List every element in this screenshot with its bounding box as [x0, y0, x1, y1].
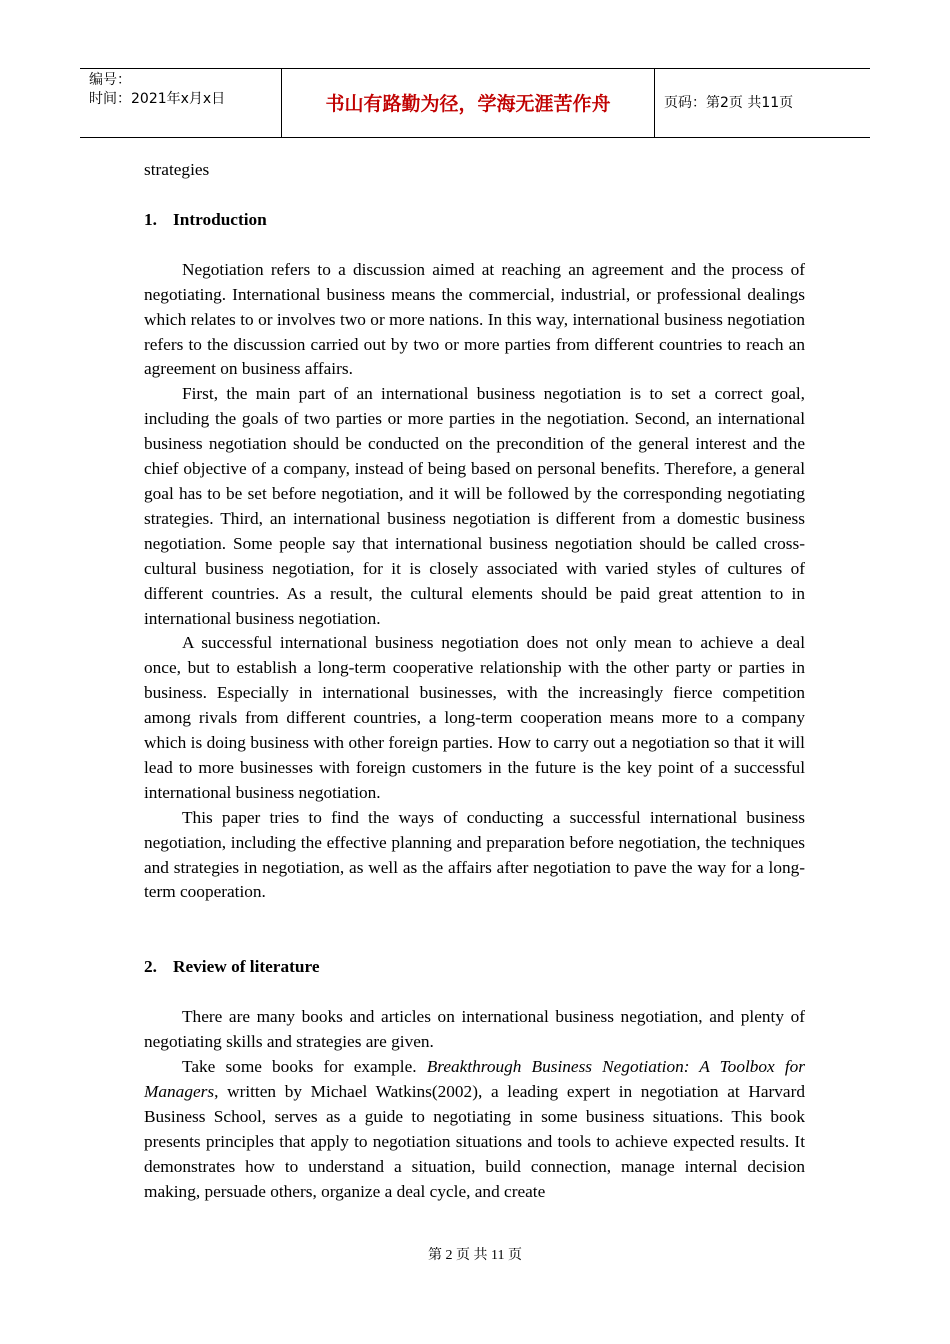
document-body	[144, 158, 805, 1205]
book-title: Breakthrough Business Negotiation: A Toolbox for Managers	[144, 1057, 806, 1101]
document-header	[80, 68, 870, 138]
paragraph: First, the main part of an international business negotiation is to set a correct goal, including the goals of two parties or more parties in the negotiation. Second, an international business negotiation should be conducted on the precondition of the general interest and the chief objective of a company, instead of being based on personal benefits. Therefore, a general goal has to be set before negotiation, and it will be followed by the corresponding negotiating strategies. Third, an international business negotiation is different from a domestic business negotiation. Some people say that international business negotiation should be called cross-cultural business negotiation, for it is closely associated with varied styles of cultures of different countries. As a result, the cultural elements should be paid great attention to in international business negotiation.	[144, 384, 805, 628]
section-title: Introduction	[173, 209, 267, 229]
lead-fragment: strategies	[144, 160, 210, 179]
paragraph	[144, 1055, 805, 1204]
paragraph-rest: , written by Michael Watkins(2002), a leading expert in negotiation at Harvard Business School, serves as a guide to negotiating in some business situations. This book presents principles that apply to negotiation situations and tools to achieve expected results. It demonstrates how to understand a situation, build connection, manage internal decision making, persuade others, organize a deal cycle, and create	[144, 1082, 805, 1201]
header-motto: 书山有路勤为径，学海无涯苦作舟	[325, 93, 611, 115]
page-footer: 第 2 页 共 11 页	[428, 1248, 522, 1263]
paragraph: There are many books and articles on international business negotiation, and plenty of negotiating skills and strategies are given.	[144, 1007, 805, 1052]
section-title: Review of literature	[173, 957, 320, 977]
section-heading-introduction	[144, 208, 805, 233]
paragraph: A successful international business negotiation does not only mean to achieve a deal once, but to establish a long-term cooperative relationship with the other party or parties in business. Especially in international businesses, with the increasingly fierce competition among rivals from different countries, a long-term cooperation means more to a company which is doing business with other foreign parties. How to carry out a negotiation so that it will lead to more businesses with foreign customers in the future is the key point of a successful international business negotiation.	[144, 633, 805, 802]
section-number: 1.	[144, 209, 157, 229]
header-page-info: 页码：第2页 共11页	[664, 95, 794, 111]
paragraph: This paper tries to find the ways of conducting a successful international business negotiation, including the effective planning and preparation before negotiation, the techniques and strategies in negotiation, as well as the affairs after negotiation to pave the way for a long-term cooperation.	[144, 807, 805, 902]
paragraph-intro: Take some books for example.	[182, 1057, 427, 1077]
time-label: 时间：2021年x月x日	[89, 91, 226, 107]
header-meta-cell	[80, 69, 282, 137]
paragraph: Negotiation refers to a discussion aimed at reaching an agreement and the process of negotiating. International business means the commercial, industrial, or professional dealings which relates to or involves two or more nations. In this way, international business negotiation refers to the discussion carried out by two or more parties from different countries to reach an agreement on business affairs.	[144, 259, 805, 379]
header-motto-cell	[282, 69, 655, 137]
serial-label: 编号：	[89, 72, 131, 88]
section-heading-review	[144, 955, 805, 980]
header-page-cell	[655, 69, 870, 137]
section-number: 2.	[144, 957, 157, 977]
